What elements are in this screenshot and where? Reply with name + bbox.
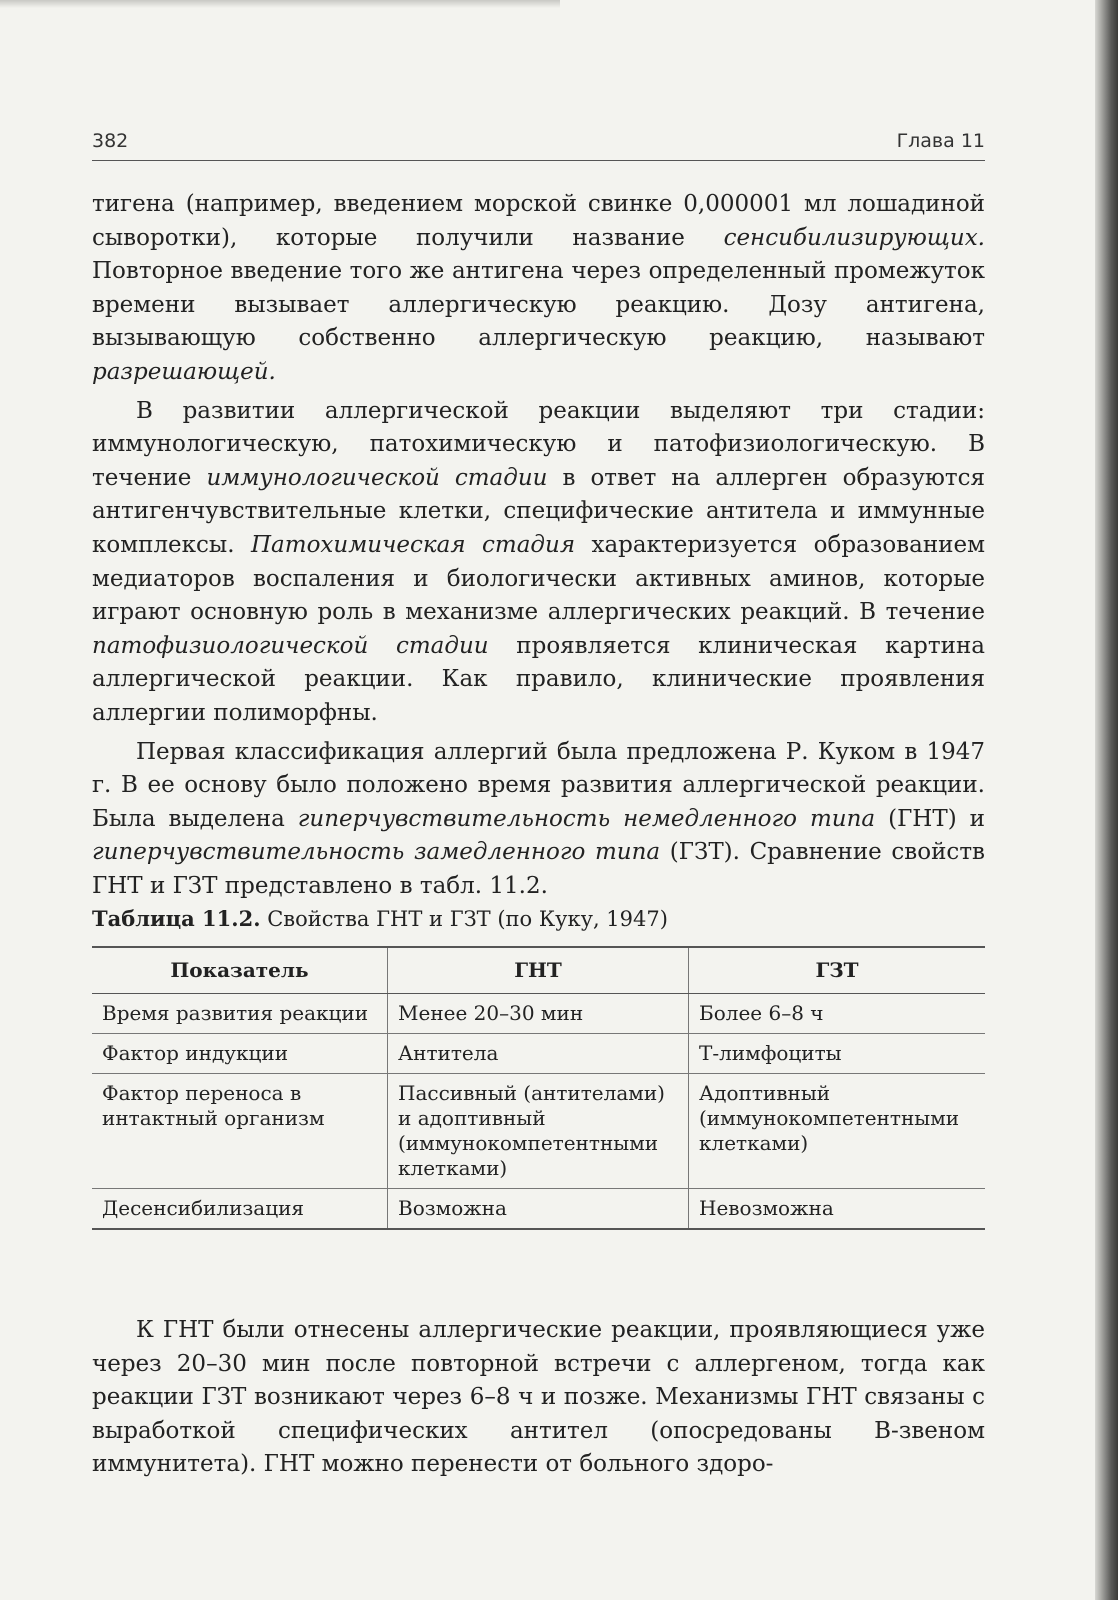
table-cell: Десенсибилизация <box>92 1189 388 1230</box>
chapter-title: Глава 11 <box>896 130 985 152</box>
scan-shadow <box>0 0 560 8</box>
table-row <box>92 1034 985 1074</box>
table-cell: Антитела <box>388 1034 689 1074</box>
table-caption: Таблица 11.2. Свойства ГНТ и ГЗТ (по Куку, 1947) <box>92 906 668 931</box>
table-row <box>92 1189 985 1230</box>
header-indicator: Показатель <box>92 947 388 994</box>
table-row <box>92 1074 985 1189</box>
table-cell: Менее 20–30 мин <box>388 994 689 1034</box>
table-cell: Фактор индукции <box>92 1034 388 1074</box>
body-text-continued <box>92 1314 985 1482</box>
paragraph-2: В развитии аллергической реакции выделяют три стадии: иммунологическую, патохимическую и патофизиологическую. В течение иммунологической стадии в ответ на аллерген образуются антигенчувствительные клетки, специфические антитела и иммунные комплексы. Патохимическая стадия характеризуется образованием медиаторов воспаления и биологически активных аминов, которые играют основную роль в механизме аллергических реакций. В течение патофизиологической стадии проявляется клиническая картина аллергической реакции. Как правило, клинические проявления аллергии полиморфны. <box>92 397 985 726</box>
body-text <box>92 188 985 908</box>
paragraph-4: К ГНТ были отнесены аллергические реакции, проявляющиеся уже через 20–30 мин после повторной встречи с аллергеном, тогда как реакции ГЗТ возникают через 6–8 ч и позже. Механизмы ГНТ связаны с выработкой специфических антител (опосредованы В-звеном иммунитета). ГНТ можно перенести от больного здоро- <box>92 1317 985 1478</box>
table-row <box>92 994 985 1034</box>
table-cell: Невозможна <box>689 1189 986 1230</box>
table-cell: Время развития реакции <box>92 994 388 1034</box>
header-gnt: ГНТ <box>388 947 689 994</box>
paragraph-1: тигена (например, введением морской свинке 0,000001 мл лошадиной сыворотки), которые получили название сенсибилизирующих. Повторное введение того же антигена через определенный промежуток времени вызывает аллергическую реакцию. Дозу антигена, вызывающую собственно аллергическую реакцию, называют разрешающей. <box>92 191 985 385</box>
paragraph-3: Первая классификация аллергий была предложена Р. Куком в 1947 г. В ее основу было положено время развития аллергической реакции. Была выделена гиперчувствительность немедленного типа (ГНТ) и гиперчувствительность замедленного типа (ГЗТ). Сравнение свойств ГНТ и ГЗТ представлено в табл. 11.2. <box>92 738 985 899</box>
book-spine-shadow <box>1095 0 1118 1600</box>
table-cell: Т-лимфоциты <box>689 1034 986 1074</box>
page-number: 382 <box>92 130 129 152</box>
running-head <box>92 126 985 161</box>
table-cell: Фактор переноса в интактный организм <box>92 1074 388 1189</box>
table-cell: Пассивный (антителами) и адоптивный (иммунокомпетентными клетками) <box>388 1074 689 1189</box>
table-cell: Более 6–8 ч <box>689 994 986 1034</box>
properties-table <box>92 946 985 1230</box>
table-header-row <box>92 947 985 994</box>
table-cell: Возможна <box>388 1189 689 1230</box>
table-cell: Адоптивный (иммунокомпетентными клетками) <box>689 1074 986 1189</box>
header-gzt: ГЗТ <box>689 947 986 994</box>
